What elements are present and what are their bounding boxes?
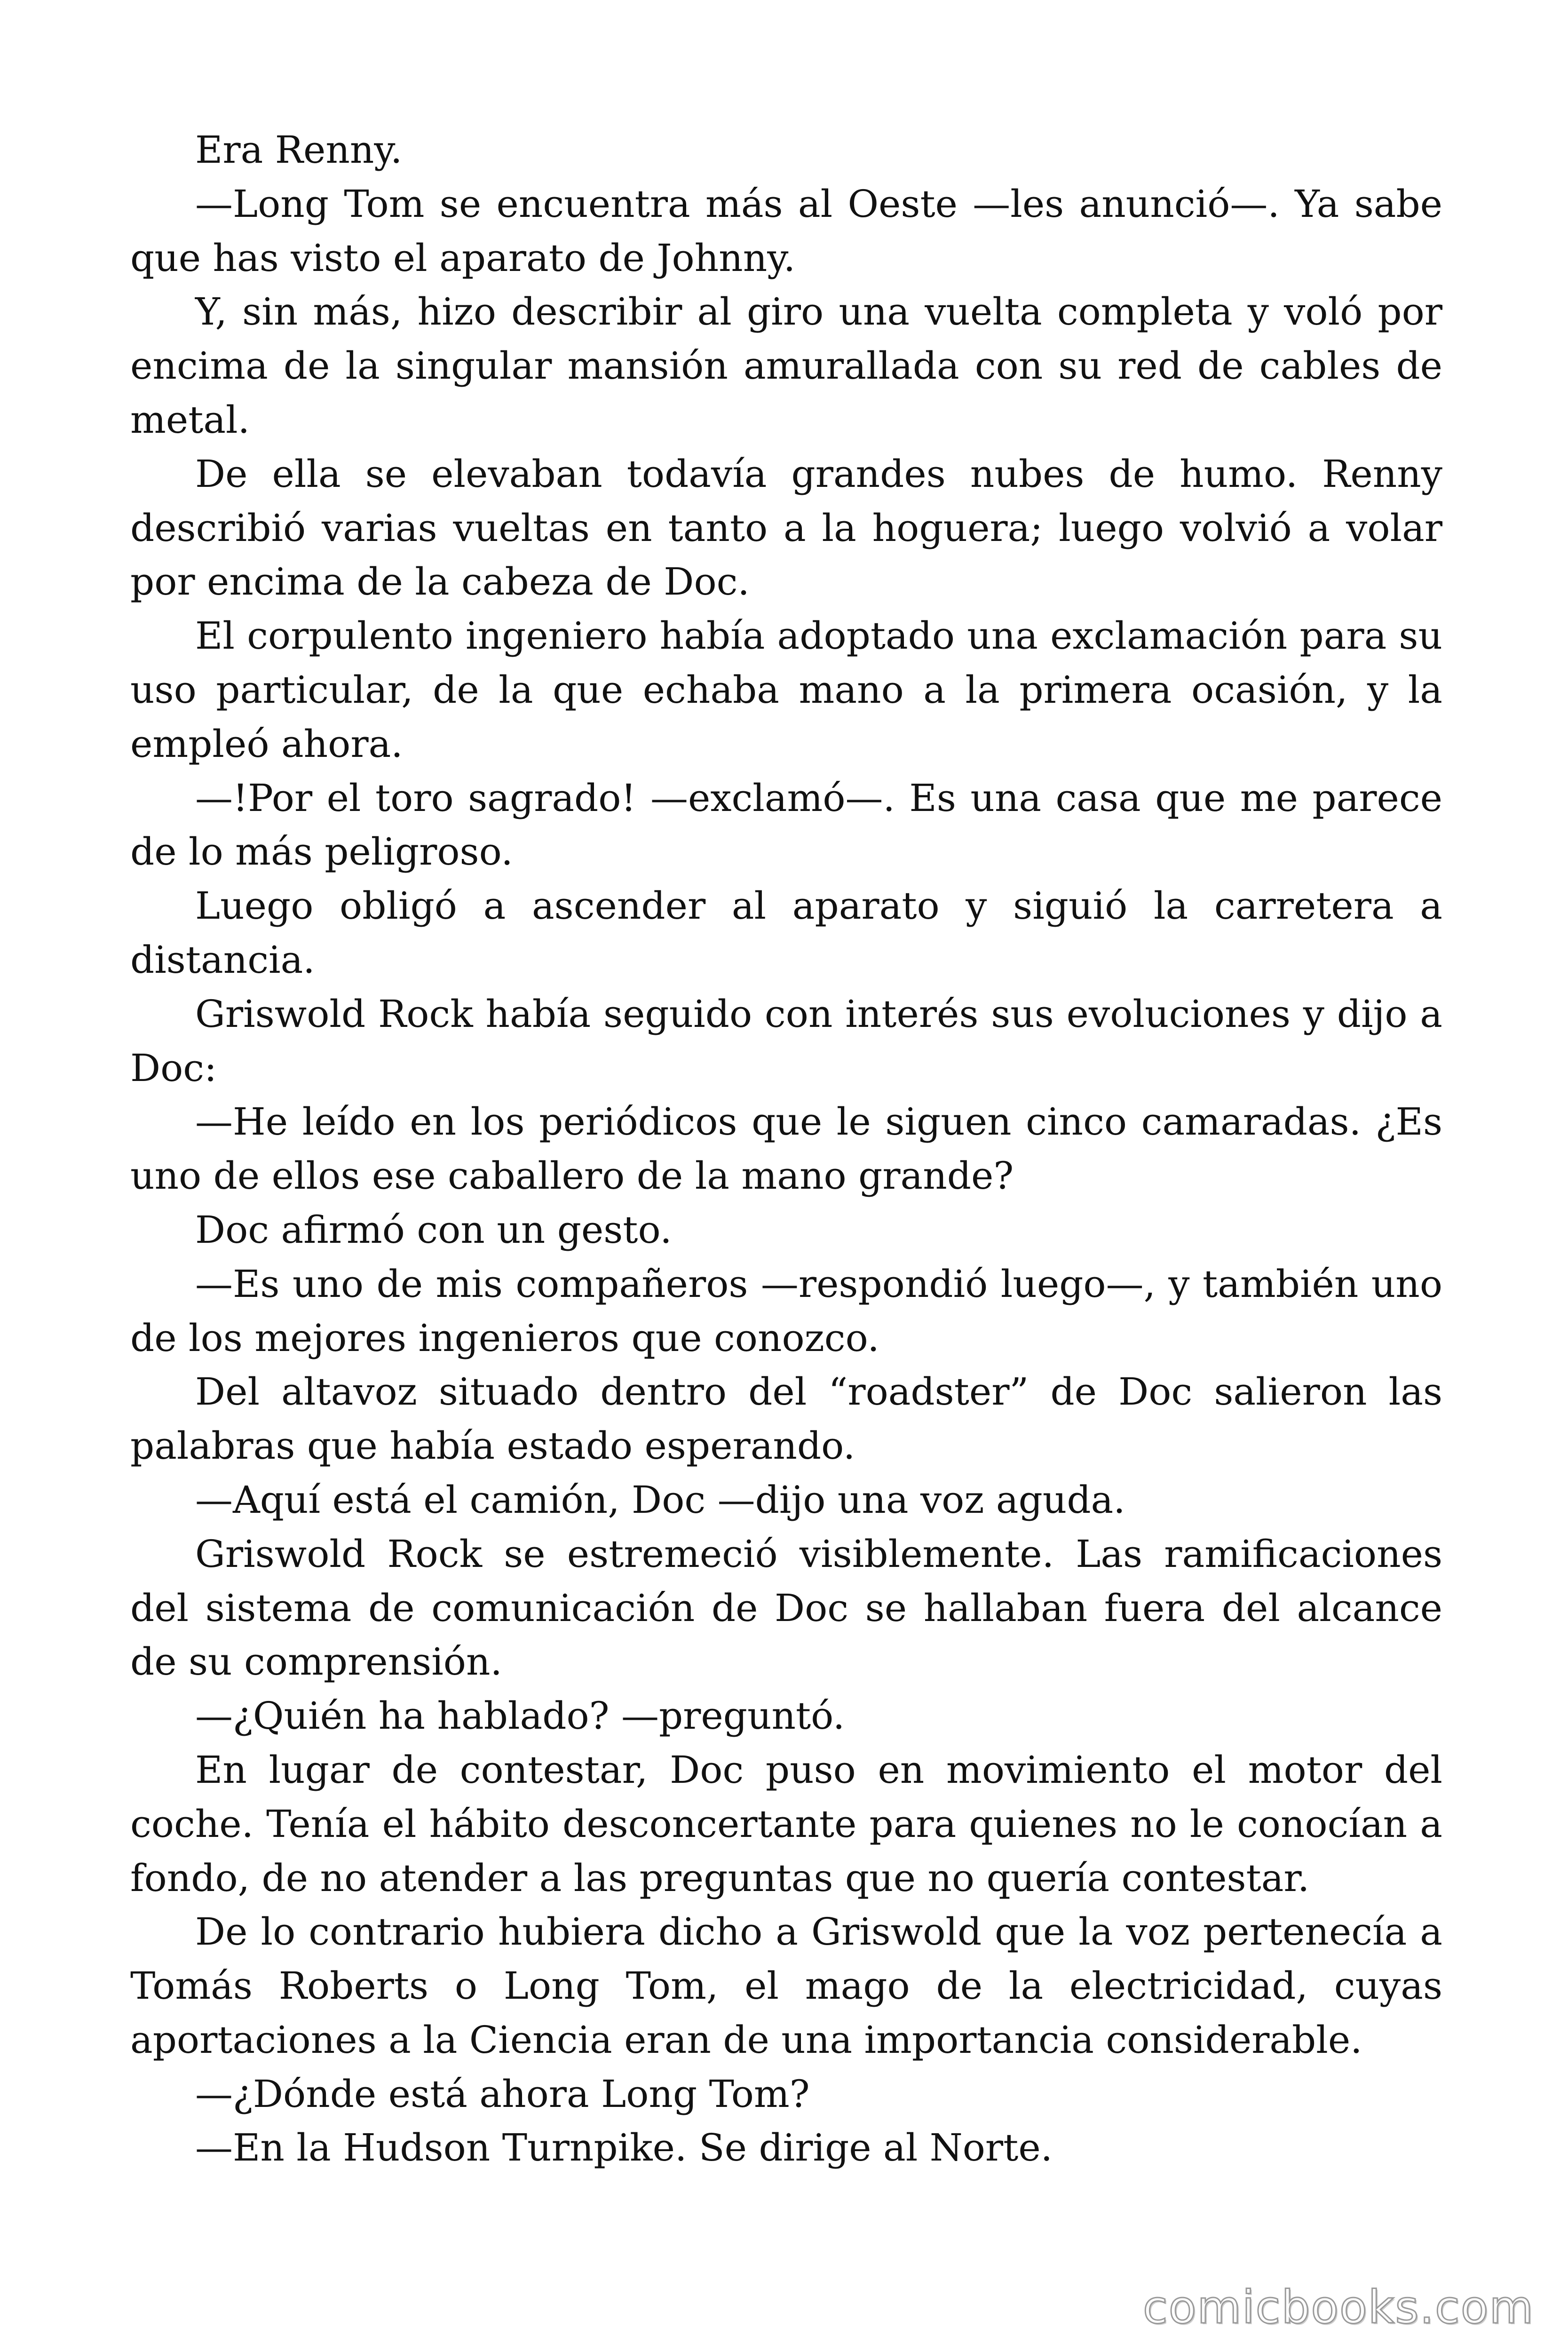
paragraph: —He leído en los periódicos que le siguen cinco camaradas. ¿Es uno de ellos ese caballero de la mano grande? [130, 1100, 1442, 1198]
paragraph: Doc afirmó con un gesto. [195, 1208, 672, 1252]
paragraph: Era Renny. [195, 128, 403, 172]
paragraph: Y, sin más, hizo describir al giro una vuelta completa y voló por encima de la singular mansión amurallada con su red de cables de metal. [130, 290, 1442, 442]
paragraph: —Aquí está el camión, Doc —dijo una voz aguda. [195, 1478, 1125, 1522]
paragraph: El corpulento ingeniero había adoptado una exclamación para su uso particular, de la que echaba mano a la primera ocasión, y la empleó ahora. [130, 614, 1442, 766]
paragraph: —Es uno de mis compañeros —respondió luego—, y también uno de los mejores ingenieros que conozco. [130, 1262, 1442, 1360]
body-text [130, 123, 1442, 2175]
paragraph: —!Por el toro sagrado! —exclamó—. Es una casa que me parece de lo más peligroso. [130, 776, 1442, 874]
paragraph: De ella se elevaban todavía grandes nubes de humo. Renny describió varias vueltas en tanto a la hoguera; luego volvió a volar por encima de la cabeza de Doc. [130, 452, 1442, 604]
paragraph: —¿Dónde está ahora Long Tom? [195, 2072, 810, 2116]
paragraph: Del altavoz situado dentro del “roadster” de Doc salieron las palabras que había estado esperando. [130, 1370, 1442, 1468]
paragraph: Griswold Rock había seguido con interés sus evoluciones y dijo a Doc: [130, 992, 1442, 1090]
paragraph: Luego obligó a ascender al aparato y siguió la carretera a distancia. [130, 884, 1442, 982]
paragraph: —En la Hudson Turnpike. Se dirige al Norte. [195, 2126, 1053, 2170]
watermark: comicbooks.com [1142, 2281, 1534, 2334]
paragraph: —Long Tom se encuentra más al Oeste —les anunció—. Ya sabe que has visto el aparato de Johnny. [130, 182, 1442, 280]
paragraph: —¿Quién ha hablado? —preguntó. [195, 1694, 845, 1738]
paragraph: En lugar de contestar, Doc puso en movimiento el motor del coche. Tenía el hábito desconcertante para quienes no le conocían a fondo, de no atender a las preguntas que no quería contestar. [130, 1748, 1442, 1900]
paragraph: De lo contrario hubiera dicho a Griswold que la voz pertenecía a Tomás Roberts o Long Tom, el mago de la electricidad, cuyas aportaciones a la Ciencia eran de una importancia considerable. [130, 1910, 1442, 2062]
paragraph: Griswold Rock se estremeció visiblemente. Las ramificaciones del sistema de comunicación de Doc se hallaban fuera del alcance de su comprensión. [130, 1532, 1442, 1684]
